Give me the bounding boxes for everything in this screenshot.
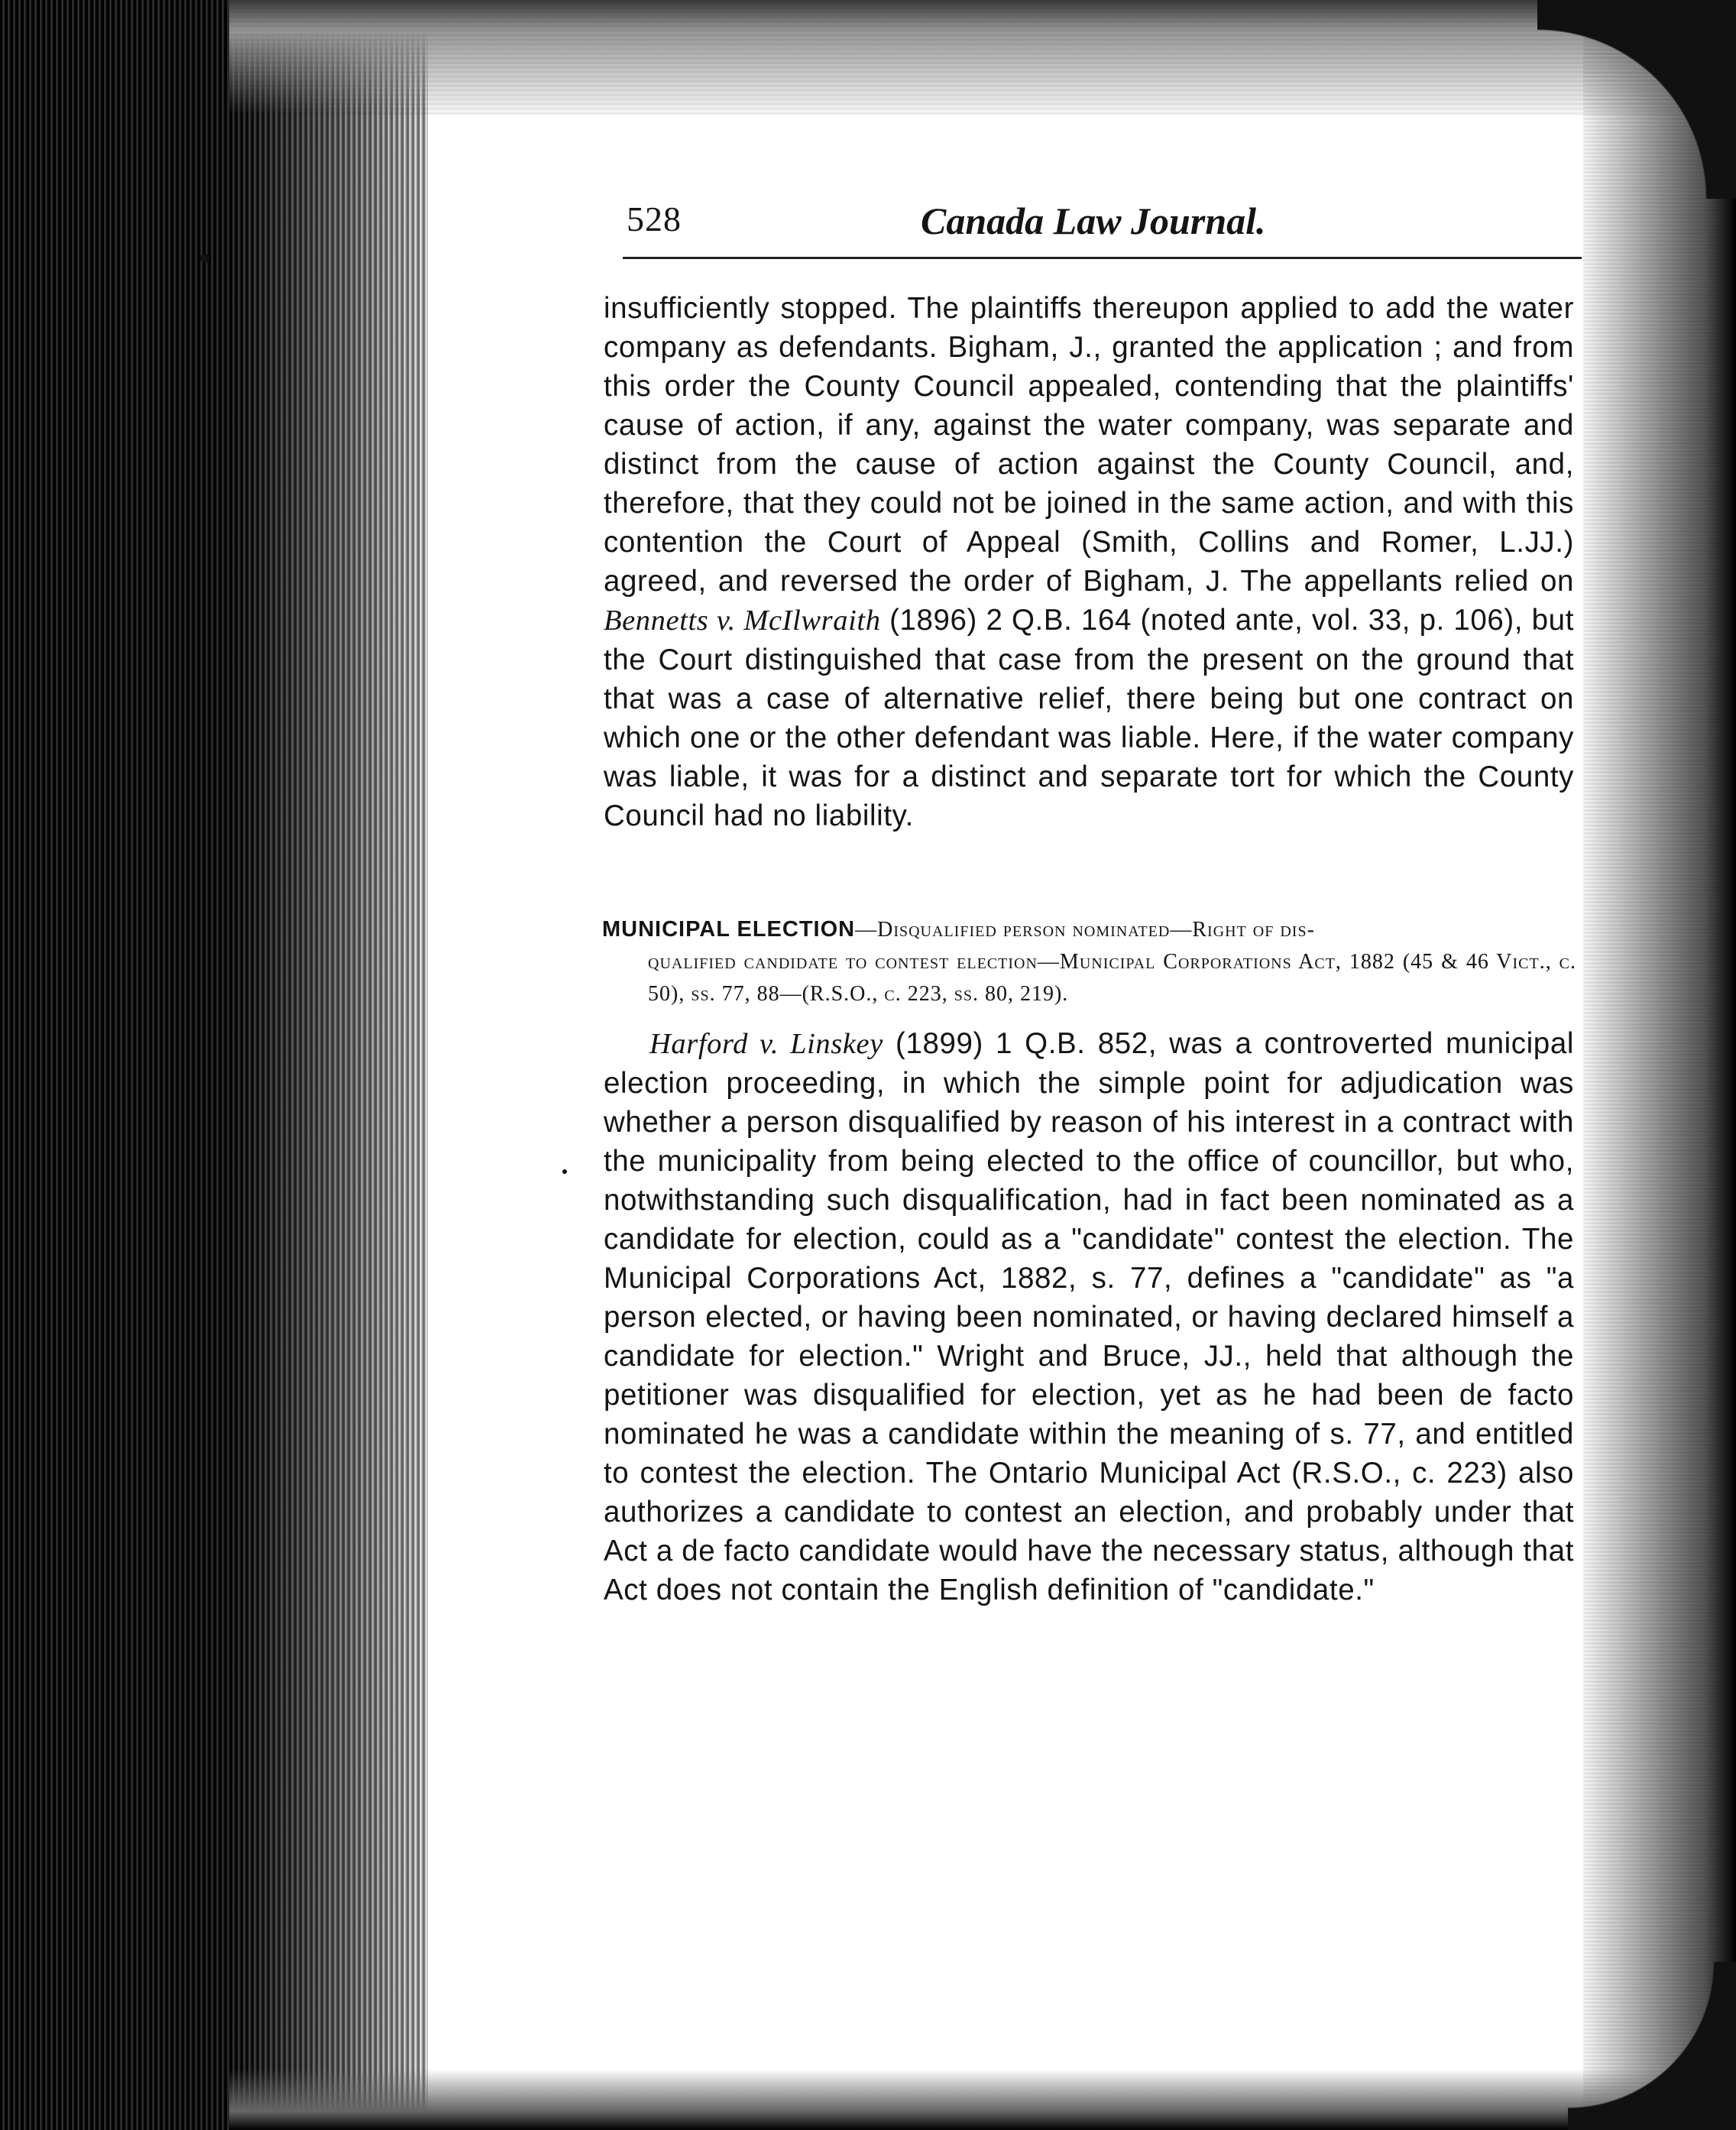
section-headnote bbox=[602, 913, 1576, 1010]
paragraph-case-note bbox=[604, 1024, 1574, 1610]
header-rule bbox=[623, 257, 1582, 259]
paragraph-text: (1896) 2 Q.B. 164 (noted ante, vol. 33, p. 106), but the Court distinguished that case from the present on the ground that that was a case of alternative relief, there being but one contract on which one or the other defendant was liable. Here, if the water company was liable, it was for a distinct and separate tort for which the County Council had no liability. bbox=[604, 604, 1574, 832]
scan-left-edge bbox=[0, 0, 428, 2130]
running-head bbox=[581, 183, 1582, 252]
scan-bottom-edge bbox=[229, 2069, 1736, 2130]
headnote-topic: MUNICIPAL ELECTION bbox=[602, 917, 856, 942]
case-citation: Bennetts v. McIlwraith bbox=[604, 605, 881, 637]
page-number: 528 bbox=[627, 199, 682, 238]
headnote-first-line bbox=[602, 913, 1576, 946]
document-page bbox=[581, 183, 1582, 1606]
paragraph-continued bbox=[604, 289, 1574, 835]
margin-speck bbox=[562, 1169, 567, 1174]
case-citation: Harford v. Linskey bbox=[649, 1028, 883, 1060]
headnote-continuation: qualified candidate to contest election—Municipal Corporations Act, 1882 (45 & 46 Vict., c. 50), ss. 77, 88—(R.S.O., c. 223, ss. 80, 219). bbox=[648, 950, 1576, 1006]
paragraph-text: (1899) 1 Q.B. 852, was a controverted municipal election proceeding, in which the simple point for adjudication was whether a person disqualified by reason of his interest in a contract with the municipality from being elected to the office of councillor, but who, notwithstanding such disqualification, had in fact been nominated as a candidate for election, could as a "candidate" contest the election. The Municipal Corporations Act, 1882, s. 77, defines a "candidate" as "a person elected, or having been nominated, or having declared himself a candidate for election." Wright and Bruce, JJ., held that although the petitioner was disqualified for election, yet as he had been de facto nominated he was a candidate within the meaning of s. 77, and entitled to contest the election. The Ontario Municipal Act (R.S.O., c. 223) also authorizes a candidate to contest an election, and probably under that Act a de facto candidate would have the necessary status, although that Act does not contain the English definition of "candidate." bbox=[604, 1027, 1574, 1606]
page-curl-top-right bbox=[1537, 0, 1736, 199]
paragraph-text: insufficiently stopped. The plaintiffs thereupon applied to add the water company as defendants. Bigham, J., granted the application ; and from this order the County Council appealed, contending that the plaintiffs' cause of action, if any, against the water company, was separate and distinct from the cause of action against the County Council, and, therefore, that they could not be joined in the same action, and with this contention the Court of Appeal (Smith, Collins and Romer, L.JJ.) agreed, and reversed the order of Bigham, J. The appellants relied on bbox=[604, 292, 1574, 598]
journal-title: Canada Law Journal. bbox=[921, 199, 1266, 242]
page-curl-bottom-right bbox=[1568, 1962, 1736, 2130]
headnote-subtopic: —Disqualified person nominated—Right of dis- bbox=[855, 918, 1315, 942]
margin-speck bbox=[200, 254, 209, 263]
scan-top-edge bbox=[229, 0, 1736, 115]
scan-right-edge bbox=[1583, 0, 1736, 2130]
